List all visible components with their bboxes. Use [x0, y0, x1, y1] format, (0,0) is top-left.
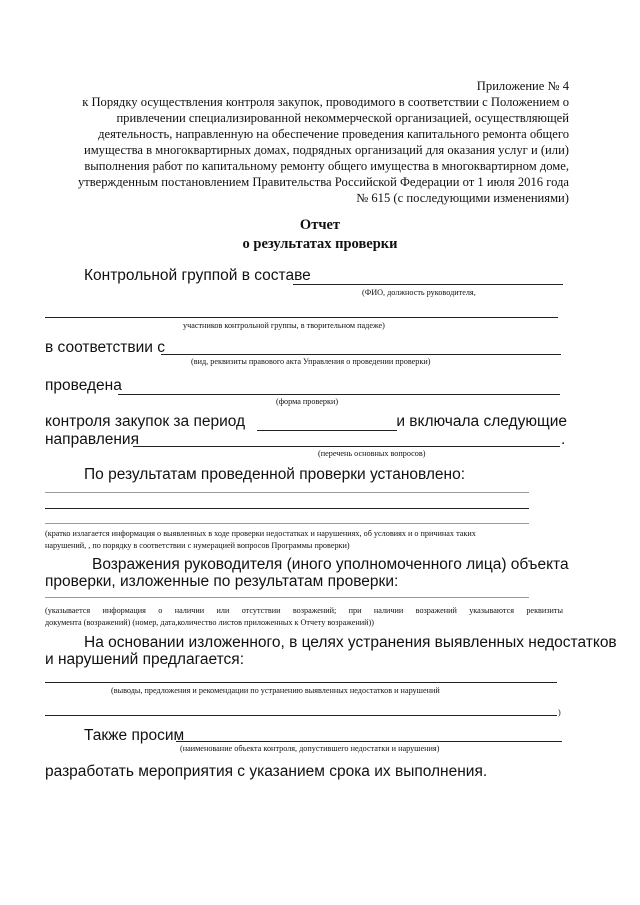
control-group-line[interactable]: [293, 284, 563, 285]
objections-line-2: проверки, изложенные по результатам проверки:: [45, 573, 399, 590]
conducted-line[interactable]: [118, 394, 560, 395]
proposal-line-b[interactable]: [45, 715, 557, 716]
directions-label: направления: [45, 431, 139, 448]
also-ask-label: Также просим: [84, 727, 185, 744]
period-label: контроля закупок за период: [45, 413, 246, 430]
proposal-line-1: На основании изложенного, в целях устранения выявленных недостатков: [84, 634, 617, 651]
proposal-line-a[interactable]: [45, 682, 557, 683]
header-line-5: выполнения работ по капитальному ремонту общего имущества в многоквартирном доме,: [84, 159, 569, 173]
proposal-hint: (выводы, предложения и рекомендации по устранению выявленных недостатков и нарушений: [111, 686, 440, 695]
appendix-number: Приложение № 4: [476, 79, 569, 93]
also-ask-hint: (наименование объекта контроля, допустившего недостатки и нарушения): [180, 744, 440, 753]
report-title: Отчет: [299, 217, 341, 233]
objections-line-1: Возражения руководителя (иного уполномоченного лица) объекта: [92, 556, 569, 573]
conducted-label: проведена: [45, 377, 122, 394]
period-line[interactable]: [257, 430, 397, 431]
objections-line[interactable]: [45, 597, 529, 598]
participants-hint: участников контрольной группы, в творительном падеже): [183, 321, 385, 330]
directions-end: .: [561, 431, 566, 448]
period-right-label: и включала следующие: [396, 413, 567, 430]
results-line-2[interactable]: [45, 508, 529, 509]
header-line-6: утвержденным постановлением Правительства Российской Федерации от 1 июля 2016 года: [77, 175, 569, 189]
header-line-7: № 615 (с последующими изменениями): [356, 191, 569, 205]
results-line-1[interactable]: [45, 492, 529, 493]
proposal-close: ): [558, 708, 561, 717]
results-hint-1: (кратко излагается информация о выявленных в ходе проверки недостатках и нарушениях, об условиях и о причинах таких: [45, 529, 476, 538]
objections-hint-1: (указывается информация о наличии или отсутствии возражений; при наличии возражений указываются реквизиты: [45, 606, 563, 615]
control-group-hint: (ФИО, должность руководителя,: [362, 288, 476, 297]
proposal-line-2: и нарушений предлагается:: [45, 651, 244, 668]
according-to-label: в соответствии с: [45, 339, 166, 356]
objections-hint-2: документа (возражений) (номер, дата,количество листов приложенных к Отчету возражений)): [45, 618, 375, 627]
results-line-3[interactable]: [45, 523, 529, 524]
participants-line[interactable]: [45, 317, 558, 318]
directions-line[interactable]: [133, 446, 560, 447]
conducted-hint: (форма проверки): [276, 397, 339, 406]
according-to-line[interactable]: [161, 354, 561, 355]
according-to-hint: (вид, реквизиты правового акта Управления о проведении проверки): [191, 357, 431, 366]
header-line-1: к Порядку осуществления контроля закупок, проводимого в соответствии с Положением о: [82, 95, 569, 109]
also-ask-line[interactable]: [176, 741, 562, 742]
header-line-4: имущества в многоквартирных домах, подрядных организаций для оказания услуг и (или): [83, 143, 569, 157]
header-line-2: привлечении специализированной некоммерческой организацией, осуществляющей: [116, 111, 569, 125]
report-subtitle: о результатах проверки: [242, 236, 398, 252]
develop-measures-text: разработать мероприятия с указанием срока их выполнения.: [45, 763, 488, 780]
header-line-3: деятельность, направленную на обеспечение проведения капитального ремонта общего: [98, 127, 569, 141]
results-label: По результатам проведенной проверки установлено:: [84, 466, 466, 483]
control-group-label: Контрольной группой в составе: [84, 267, 311, 284]
results-hint-2: нарушений, , по порядку в соответствии с нумерацией вопросов Программы проверки): [45, 541, 350, 550]
directions-hint: (перечень основных вопросов): [318, 449, 426, 458]
